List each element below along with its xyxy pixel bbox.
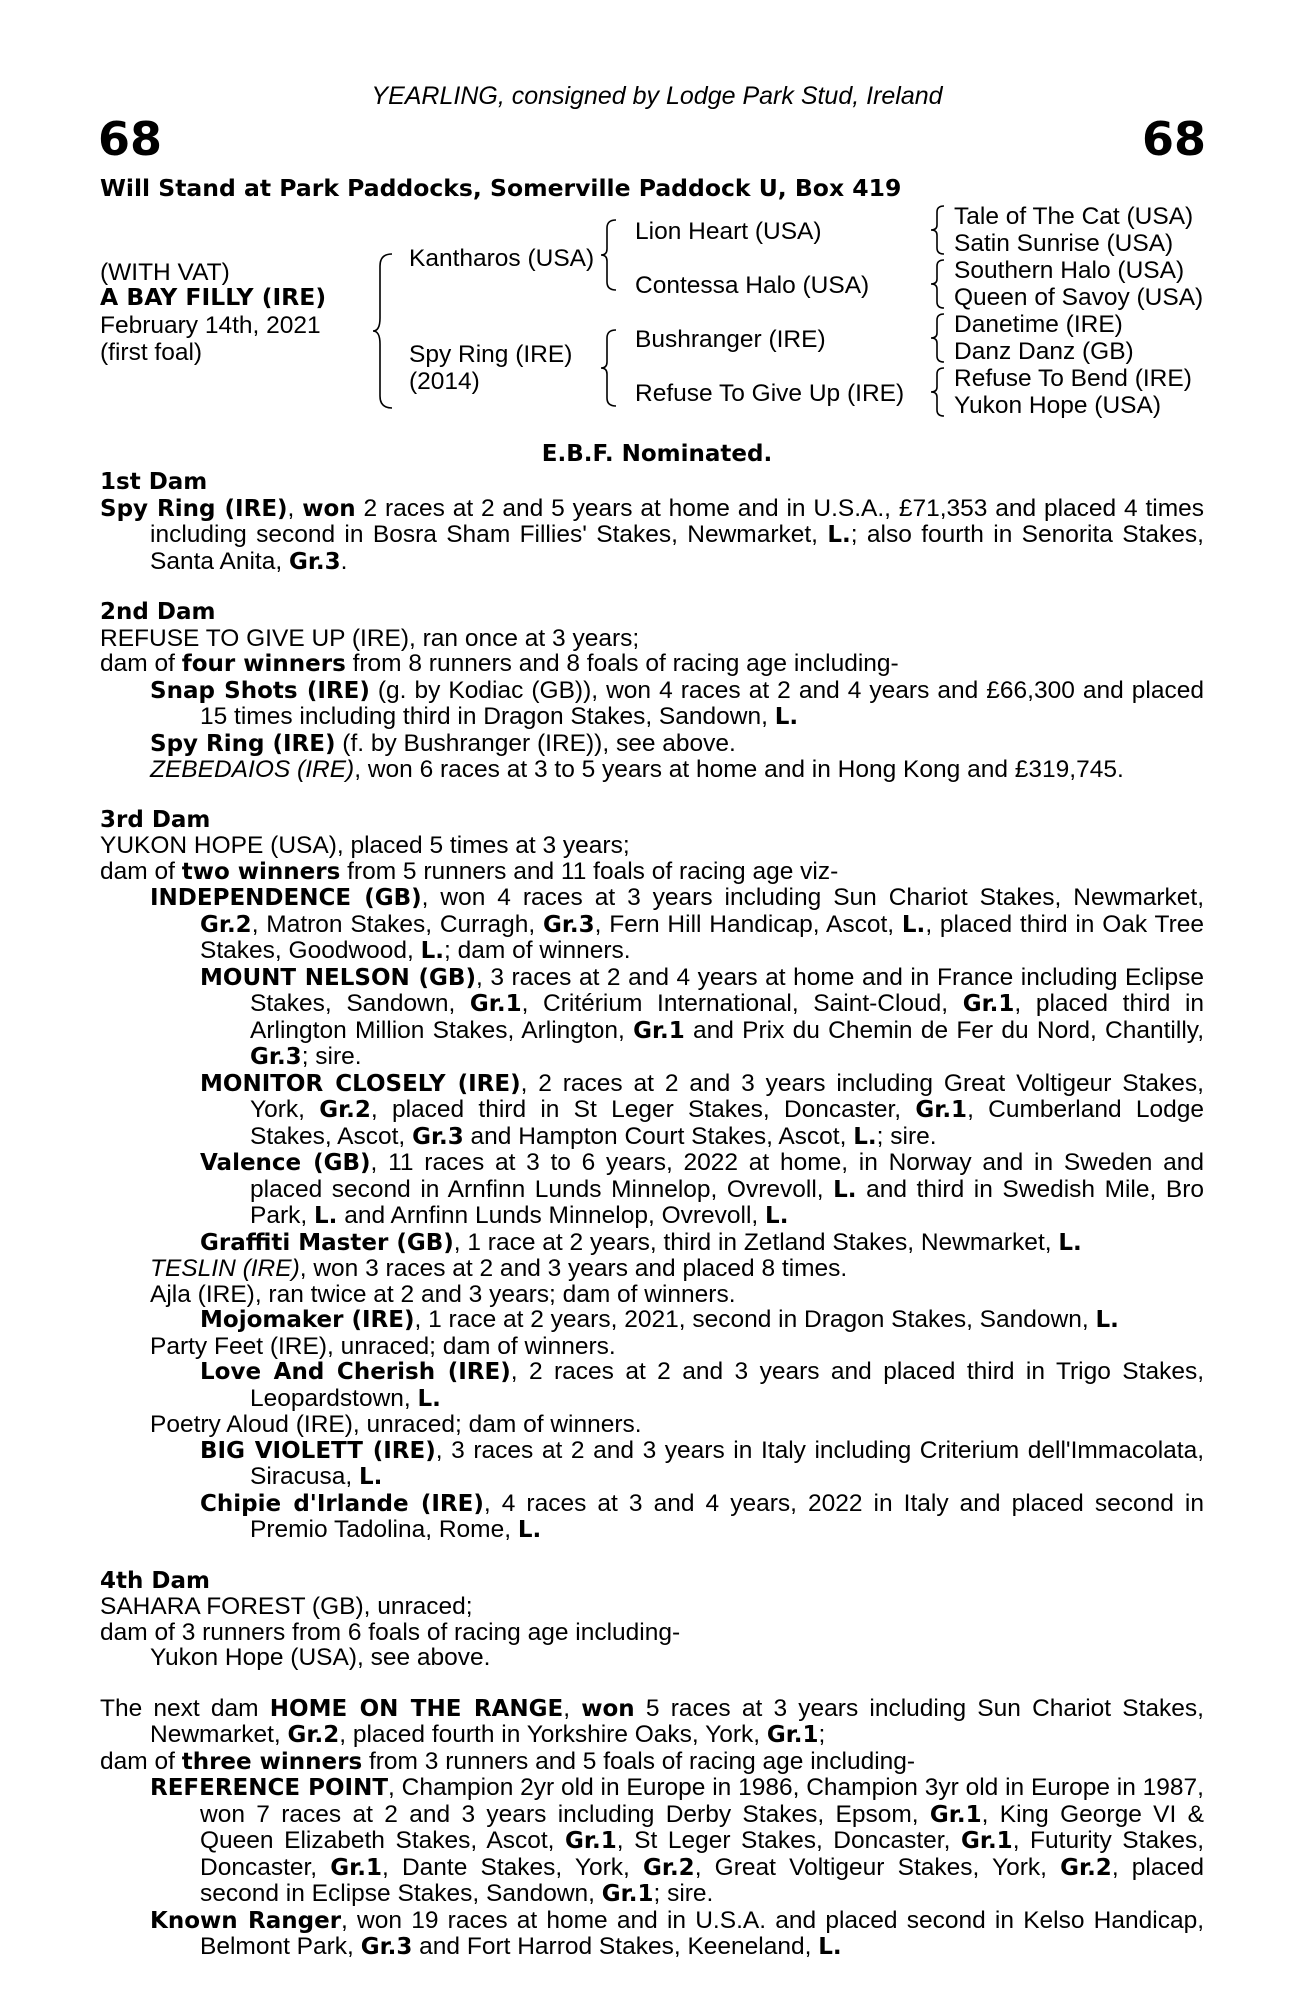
list-item: Known Ranger, won 19 races at home and in U.S.A. and placed second in Kelso Handicap, Belmont Park, Gr.3 and Fort Harrod Stakes, Keeneland, L.: [150, 1906, 1204, 1960]
list-item: Mojomaker (IRE), 1 race at 2 years, 2021, second in Dragon Stakes, Sandown, L.: [200, 1306, 1119, 1333]
pedigree-dam-year: (2014): [409, 368, 480, 395]
pedigree-dam-dam: Refuse To Give Up (IRE): [635, 380, 905, 407]
pedigree-dsd: Danz Danz (GB): [954, 338, 1134, 365]
pedigree-brace-main: [372, 252, 394, 410]
list-item: BIG VIOLETT (IRE), 3 races at 2 and 3 years in Italy including Criterium dell'Immacolata, Siracusa, L.: [200, 1436, 1204, 1490]
list-item: Snap Shots (IRE) (g. by Kodiac (GB)), won 4 races at 2 and 4 years and £66,300 and placed 15 times including third in Dragon Stakes, Sandown, L.: [150, 676, 1204, 730]
fourth-dam-entry: SAHARA FOREST (GB), unraced;: [100, 1593, 473, 1620]
second-dam-produce-summary: dam of four winners from 8 runners and 8 foals of racing age including-: [100, 650, 899, 677]
section-heading-2nd-dam: 2nd Dam: [100, 599, 216, 625]
pedigree-dam: Spy Ring (IRE): [409, 341, 573, 368]
pedigree-sdd: Queen of Savoy (USA): [954, 284, 1204, 311]
list-item: Party Feet (IRE), unraced; dam of winners.: [150, 1332, 616, 1360]
list-item: ZEBEDAIOS (IRE), won 6 races at 3 to 5 years at home and in Hong Kong and £319,745.: [150, 756, 1124, 783]
horse-dob: February 14th, 2021: [100, 312, 321, 339]
pedigree-dds: Refuse To Bend (IRE): [954, 365, 1192, 392]
horse-name: A BAY FILLY (IRE): [100, 283, 327, 311]
list-item: MOUNT NELSON (GB), 3 races at 2 and 4 years at home and in France including Eclipse Stakes, Sandown, Gr.1, Critérium International, Saint-Cloud, Gr.1, placed third in Arlington Million Stakes, Arlington, Gr.1 and Prix du Chemin de Fer du Nord, Chantilly, Gr.3; sire.: [200, 963, 1205, 1070]
pedigree-sds: Southern Halo (USA): [954, 257, 1185, 284]
horse-foal-note: (first foal): [100, 339, 203, 366]
consignor-line: YEARLING, consigned by Lodge Park Stud, Ireland: [371, 82, 943, 110]
pedigree-brace-sd: [930, 258, 946, 310]
pedigree-brace-dd: [930, 366, 946, 418]
pedigree-ssd: Satin Sunrise (USA): [954, 230, 1174, 257]
list-item: MONITOR CLOSELY (IRE), 2 races at 2 and 3 years including Great Voltigeur Stakes, York, Gr.2, placed third in St Leger Stakes, Doncaster, Gr.1, Cumberland Lodge Stakes, Ascot, Gr.3 and Hampton Court Stakes, Ascot, L.; sire.: [200, 1069, 1204, 1150]
section-heading-3rd-dam: 3rd Dam: [100, 806, 211, 833]
list-item: Yukon Hope (USA), see above.: [150, 1644, 491, 1671]
pedigree-brace-ds: [930, 312, 946, 364]
stand-location: Will Stand at Park Paddocks, Somerville Paddock U, Box 419: [100, 174, 902, 202]
list-item: Ajla (IRE), ran twice at 2 and 3 years; dam of winners.: [150, 1280, 736, 1308]
list-item: Graffiti Master (GB), 1 race at 2 years, third in Zetland Stakes, Newmarket, L.: [200, 1228, 1082, 1256]
section-heading-4th-dam: 4th Dam: [100, 1567, 210, 1594]
first-dam-entry: Spy Ring (IRE), won 2 races at 2 and 5 years at home and in U.S.A., £71,353 and placed 4 times including second in Bosra Sham Fillies' Stakes, Newmarket, L.; also fourth in Senorita Stakes, Santa Anita, Gr.3.: [100, 494, 1204, 575]
pedigree-sire-sire: Lion Heart (USA): [635, 218, 822, 245]
next-dam-entry: The next dam HOME ON THE RANGE, won 5 races at 3 years including Sun Chariot Stakes, Newmarket, Gr.2, placed fourth in Yorkshire Oaks, York, Gr.1;: [100, 1694, 1204, 1748]
section-heading-1st-dam: 1st Dam: [100, 469, 208, 495]
next-dam-produce-summary: dam of three winners from 3 runners and 5 foals of racing age including-: [100, 1747, 916, 1775]
ebf-nominated: E.B.F. Nominated.: [541, 441, 773, 467]
pedigree-brace-sire: [600, 218, 618, 292]
list-item: Chipie d'Irlande (IRE), 4 races at 3 and 4 years, 2022 in Italy and placed second in Premio Tadolina, Rome, L.: [200, 1489, 1204, 1543]
lot-number-right: 68: [1141, 112, 1206, 166]
pedigree-sire: Kantharos (USA): [409, 245, 595, 272]
pedigree-dam-sire: Bushranger (IRE): [635, 326, 826, 353]
pedigree-sire-dam: Contessa Halo (USA): [635, 272, 870, 299]
pedigree-sss: Tale of The Cat (USA): [954, 203, 1194, 230]
pedigree-ddd: Yukon Hope (USA): [954, 392, 1161, 419]
list-item: REFERENCE POINT, Champion 2yr old in Europe in 1986, Champion 3yr old in Europe in 1987, won 7 races at 2 and 3 years including Derby Stakes, Epsom, Gr.1, King George VI & Queen Elizabeth Stakes, Ascot, Gr.1, St Leger Stakes, Doncaster, Gr.1, Futurity Stakes, Doncaster, Gr.1, Dante Stakes, York, Gr.2, Great Voltigeur Stakes, York, Gr.2, placed second in Eclipse Stakes, Sandown, Gr.1; sire.: [150, 1774, 1205, 1907]
list-item: Poetry Aloud (IRE), unraced; dam of winners.: [150, 1411, 642, 1438]
list-item: Spy Ring (IRE) (f. by Bushranger (IRE)), see above.: [150, 729, 736, 757]
third-dam-entry: YUKON HOPE (USA), placed 5 times at 3 years;: [100, 832, 630, 859]
pedigree-dss: Danetime (IRE): [954, 311, 1123, 338]
list-item: Valence (GB), 11 races at 3 to 6 years, 2022 at home, in Norway and in Sweden and placed second in Arnfinn Lunds Minnelop, Ovrevoll, L. and third in Swedish Mile, Bro Park, L. and Arnfinn Lunds Minnelop, Ovrevoll, L.: [200, 1149, 1205, 1229]
lot-number-left: 68: [98, 112, 163, 166]
third-dam-produce-summary: dam of two winners from 5 runners and 11 foals of racing age viz-: [100, 857, 839, 885]
second-dam-entry: REFUSE TO GIVE UP (IRE), ran once at 3 years;: [100, 624, 640, 652]
list-item: INDEPENDENCE (GB), won 4 races at 3 years including Sun Chariot Stakes, Newmarket, Gr.2, Matron Stakes, Curragh, Gr.3, Fern Hill Handicap, Ascot, L., placed third in Oak Tree Stakes, Goodwood, L.; dam of winners.: [150, 884, 1205, 964]
pedigree-brace-ss: [930, 204, 946, 256]
fourth-dam-produce-summary: dam of 3 runners from 6 foals of racing age including-: [100, 1618, 681, 1646]
list-item: TESLIN (IRE), won 3 races at 2 and 3 years and placed 8 times.: [150, 1255, 848, 1282]
vat-note: (WITH VAT): [100, 259, 230, 286]
catalogue-body: [100, 470, 1204, 1961]
pedigree-brace-dam: [600, 328, 618, 408]
list-item: Love And Cherish (IRE), 2 races at 2 and 3 years and placed third in Trigo Stakes, Leopardstown, L.: [200, 1358, 1205, 1412]
